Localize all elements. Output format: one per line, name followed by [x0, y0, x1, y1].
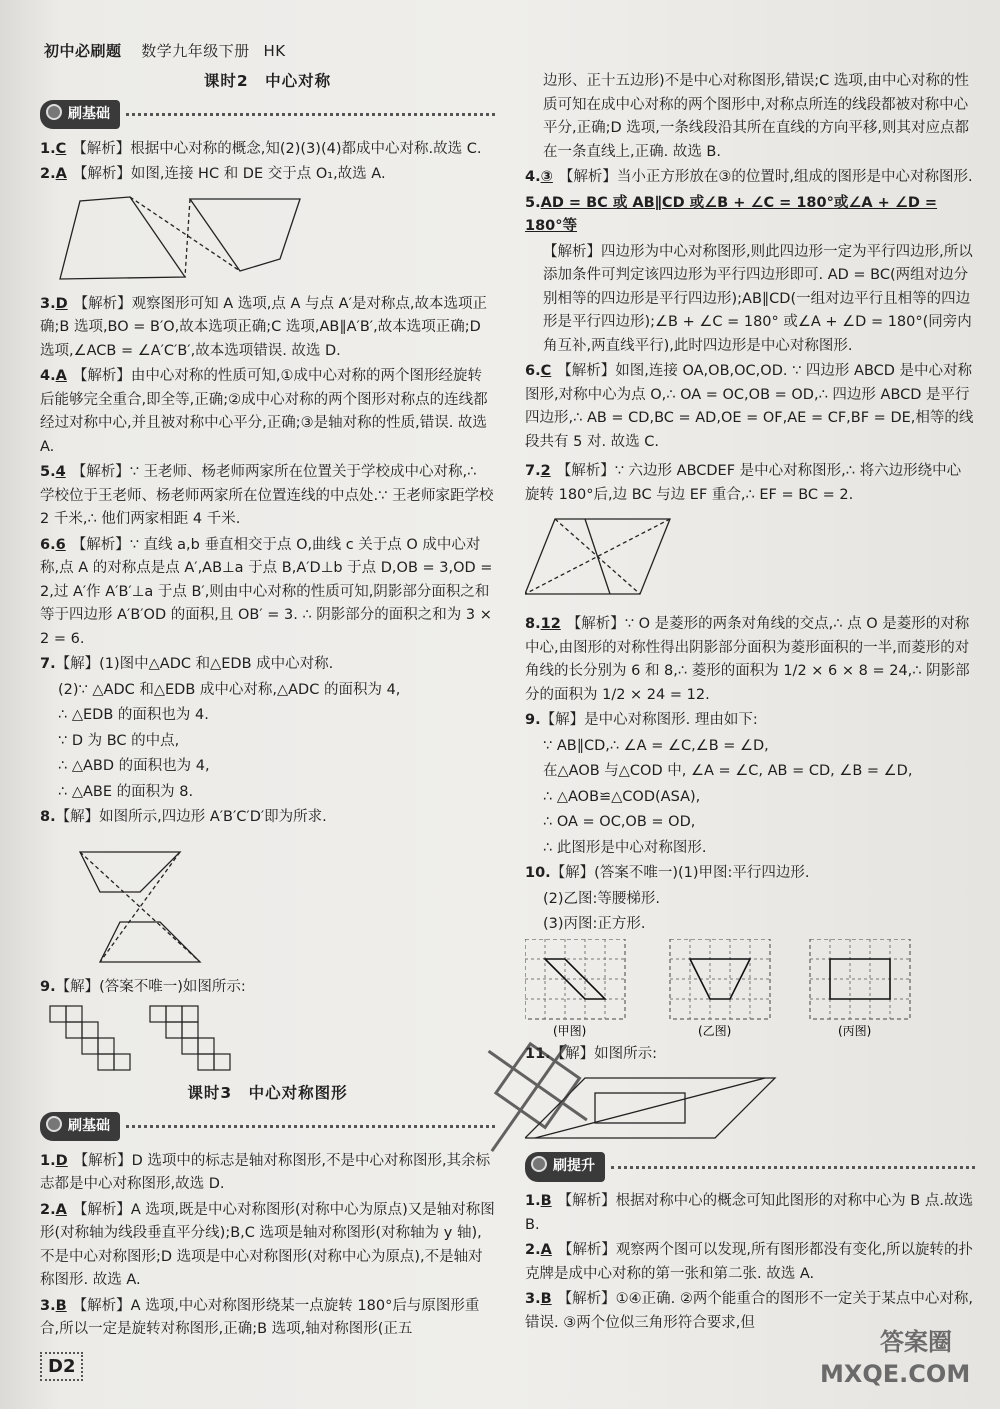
item-answer: D: [55, 1152, 68, 1169]
badge-label: 刷基础: [40, 100, 120, 130]
item-text: (2)乙图:等腰梯形.: [543, 890, 661, 907]
item-answer: D: [55, 295, 68, 312]
badge-label: 刷提升: [525, 1152, 605, 1182]
item-number: 2.: [40, 1201, 56, 1218]
answer-item: [525, 786, 975, 810]
answer-item: [40, 755, 495, 779]
figure-two-quadrilaterals: [40, 189, 340, 289]
grid-label: (甲图): [553, 1023, 587, 1038]
item-text: 【解析】四边形为中心对称图形,则此四边形一定为平行四边形,所以添加条件可判定该四边形为平行四边形即可. AD = BC(两组对边分别相等的四边形是平行四边形);AB∥CD(一组对边平行且相等的四边形是平行四边形);∠B + ∠C = 180° 或∠A + ∠D = 180°(同旁内角互补,两直线平行),此时四边形是中心对称图形.: [543, 243, 973, 354]
answer-item: [525, 166, 975, 190]
item-text: 【解析】根据中心对称的概念,知(2)(3)(4)都成中心对称.故选 C.: [72, 140, 482, 157]
item-text: 【解】(答案不唯一)(1)甲图:平行四边形.: [550, 865, 810, 881]
item-number: 3.: [40, 295, 56, 312]
item-number: 9.: [40, 978, 56, 995]
figure-grid-patterns: [40, 1001, 260, 1076]
item-number: 1.: [40, 1152, 56, 1169]
item-text: ∴ 此图形是中心对称图形.: [543, 839, 707, 856]
watermark-url: MXQE.COM: [820, 1360, 971, 1388]
item-text: ∴ △ABD 的面积也为 4,: [58, 758, 210, 774]
lesson3-answer-list: [40, 1150, 495, 1342]
item-number: 4.: [525, 169, 541, 185]
item-text: 【解】(1)图中△ADC 和△EDB 成中心对称.: [55, 656, 334, 672]
answer-item: [525, 862, 975, 886]
answer-item: [525, 460, 975, 507]
answer-item: [525, 913, 975, 937]
answer-item: [40, 1295, 495, 1342]
item-text: 【解析】A 选项,中心对称图形绕某一点旋转 180°后与原图形重合,所以一定是旋转对称图形,正确;B 选项,轴对称图形(正五: [40, 1297, 480, 1337]
item-answer: A: [55, 166, 67, 182]
item-number: 2.: [525, 1242, 541, 1258]
page-number: D2: [40, 1352, 83, 1381]
item-text: 【解析】由中心对称的性质可知,①成中心对称的两个图形经旋转后能够完全重合,即全等,正确;②成中心对称的两个图形对称点的连线都经过对称中心,并且被对称中心平分,正确;③是轴对称的性质,错误. 故选 A.: [40, 368, 488, 455]
item-number: 1.: [525, 1193, 541, 1209]
item-text: ∵ D 为 BC 的中点,: [58, 732, 180, 749]
item-text: ∴ △EDB 的面积也为 4.: [58, 707, 209, 723]
item-answer: 4: [55, 464, 66, 480]
answer-item: [40, 163, 495, 187]
watermark-cn: 答案圈: [880, 1328, 952, 1356]
item-text: (3)丙图:正方形.: [543, 916, 646, 932]
answer-item: [40, 653, 495, 677]
item-answer: B: [540, 1193, 552, 1209]
item-number: 4.: [40, 368, 56, 384]
answer-item: [525, 360, 975, 454]
item-text: 【解】如图所示:: [550, 1045, 658, 1062]
item-text: 边形、正十五边形)不是中心对称图形,错误;C 选项,由中心对称的性质可知在成中心对称的两个图形中,对称点所连的线段都被对称中心平分,正确;D 选项,一条线段沿其所在直线的方向平移,则其对应点都在一条直线上,正确. 故选 B.: [543, 73, 969, 160]
answer-item: [40, 534, 495, 652]
item-number: 2.: [40, 166, 56, 182]
answer-item: [525, 70, 975, 164]
running-header: [44, 40, 286, 61]
item-text: 【解析】观察两个图可以发现,所有图形都没有变化,所以旋转的扑克牌是成中心对称的第一张和第二张. 故选 A.: [525, 1242, 974, 1282]
item-text: 【解】(答案不唯一)如图所示:: [55, 978, 246, 995]
answer-item: [525, 1239, 975, 1286]
figure-parallelogram-abcd: [525, 509, 685, 609]
grid-label: (丙图): [838, 1023, 872, 1038]
answer-item: [525, 735, 975, 759]
item-text: 【解析】观察图形可知 A 选项,点 A 与点 A′是对称点,故本选项正确;B 选项,BO = B′O,故本选项正确;C 选项,AB∥A′B′,故本选项正确;D 选项,∠ACB = ∠A′C′B′,故本选项错误. 故选 D.: [40, 295, 487, 359]
item-answer: C: [540, 363, 552, 379]
item-answer: A: [55, 1201, 67, 1218]
book-title: 初中必刷题: [44, 42, 122, 60]
item-text: 【解析】∵ 六边形 ABCDEF 是中心对称图形,∴ 将六边形绕中心旋转 180°后,边 BC 与边 EF 重合,∴ EF = BC = 2.: [525, 463, 962, 503]
figure-symmetric-quadrilaterals: [40, 832, 280, 972]
item-answer: ③: [540, 169, 553, 185]
item-number: 6.: [525, 363, 541, 379]
answer-item: [40, 1199, 495, 1293]
item-answer: AD = BC 或 AB∥CD 或∠B + ∠C = 180°或∠A + ∠D = 180°等: [525, 194, 938, 234]
book-edition: HK: [263, 42, 286, 60]
answer-item: [525, 837, 975, 861]
left-column: [40, 70, 495, 1344]
lesson2-badge: [40, 102, 495, 128]
answer-item: [40, 365, 495, 459]
answer-item: [525, 613, 975, 707]
item-text: 【解析】D 选项中的标志是轴对称图形,不是中心对称图形,其余标志都是中心对称图形,故选 D.: [40, 1152, 491, 1192]
item-text: 【解析】①④正确. ②两个能重合的图形不一定关于某点中心对称,错误. ③两个位似三角形符合要求,但: [525, 1291, 973, 1331]
item-text: 【解析】∵ 直线 a,b 垂直相交于点 O,曲线 c 关于点 O 成中心对称,点 A 的对称点是点 A′,AB⊥a 于点 B,A′D⊥b 于点 D,OB = 3,OD = 2,过 A′作 A′B′⊥a 于点 B′,则由中心对称的性质可知,阴影部分面积之和等于四边形 A′B′OD 的面积,且 OB′ = 3. ∴ 阴影部分的面积之和为 3 × 2 = 6.: [40, 536, 493, 647]
answer-item: [525, 888, 975, 912]
item-text: (2)∵ △ADC 和△EDB 成中心对称,△ADC 的面积为 4,: [58, 681, 401, 698]
item-answer: A: [55, 368, 67, 384]
answer-item: [40, 730, 495, 754]
item-text: 在△AOB 与△COD 中, ∠A = ∠C, AB = CD, ∠B = ∠D,: [543, 763, 913, 779]
item-text: 【解析】如图,连接 OA,OB,OC,OD. ∵ 四边形 ABCD 是中心对称图形,对称中心为点 O,∴ OA = OC,OB = OD,∴ 四边形 ABCD 是平行四边形,∴ AB = CD,BC = AD,OE = OF,AE = CF,BF = DE,相等的线段共有 5 对. 故选 C.: [525, 363, 974, 450]
answer-item: [40, 806, 495, 830]
badge-dotted-rule: [611, 1166, 975, 1169]
item-answer: 2: [540, 463, 551, 479]
answer-item: [40, 679, 495, 703]
item-number: 1.: [40, 140, 56, 157]
item-text: 【解析】∵ 王老师、杨老师两家所在位置关于学校成中心对称,∴ 学校位于王老师、杨老师两家所在位置连线的中点处.∵ 王老师家距学校 2 千米,∴ 他们两家相距 4 千米.: [40, 464, 494, 527]
item-text: 【解】如图所示,四边形 A′B′C′D′即为所求.: [55, 809, 327, 825]
answer-item: [525, 1190, 975, 1237]
site-watermark: [820, 1320, 990, 1390]
item-text: ∴ △AOB≌△COD(ASA),: [543, 788, 701, 805]
item-number: 8.: [525, 616, 541, 632]
item-number: 3.: [40, 1297, 56, 1314]
answer-item: [40, 781, 495, 805]
item-text: 【解析】A 选项,既是中心对称图形(对称中心为原点)又是轴对称图形(对称轴为线段垂直平分线);B,C 选项是轴对称图形(对称轴为 y 轴),不是中心对称图形;D 选项是中心对称图形(对称中心为原点),不是轴对称图形. 故选 A.: [40, 1201, 495, 1288]
item-text: 【解析】如图,连接 HC 和 DE 交于点 O₁,故选 A.: [72, 166, 386, 182]
item-answer: 6: [55, 536, 66, 553]
item-answer: C: [55, 140, 67, 157]
answer-item: [40, 461, 495, 532]
item-text: 【解】是中心对称图形. 理由如下:: [540, 712, 758, 728]
answer-item: [525, 811, 975, 835]
lesson3-title: 课时3 中心对称图形: [187, 1084, 348, 1102]
item-answer: B: [540, 1291, 552, 1307]
item-number: 7.: [40, 656, 56, 672]
badge-label: 刷基础: [40, 1112, 120, 1142]
badge-dotted-rule: [126, 113, 495, 116]
stamp-watermark: [440, 1010, 610, 1180]
item-number: 6.: [40, 536, 56, 553]
tisheng-answer-list: [525, 1190, 975, 1335]
lesson2-answer-list: [40, 138, 495, 1077]
item-answer: A: [540, 1242, 552, 1258]
answer-item: [40, 1150, 495, 1197]
item-answer: B: [55, 1297, 67, 1314]
lesson3-badge: [40, 1114, 495, 1140]
item-answer: 12: [540, 616, 561, 632]
item-number: 8.: [40, 809, 56, 825]
item-number: 11.: [525, 1045, 551, 1062]
item-number: 10.: [525, 865, 551, 881]
item-number: 5.: [40, 464, 56, 480]
item-text: ∴ △ABE 的面积为 8.: [58, 783, 194, 800]
right-answer-list: [525, 70, 975, 1148]
answer-item: [40, 976, 495, 1000]
answer-item: [40, 293, 495, 364]
item-text: ∴ OA = OC,OB = OD,: [543, 814, 696, 830]
answer-item: [525, 709, 975, 733]
item-text: ∵ AB∥CD,∴ ∠A = ∠C,∠B = ∠D,: [543, 737, 769, 754]
item-number: 7.: [525, 463, 541, 479]
item-number: 3.: [525, 1291, 541, 1307]
grid-label: (乙图): [698, 1023, 732, 1038]
item-text: 【解析】当小正方形放在③的位置时,组成的图形是中心对称图形.: [558, 169, 973, 185]
lesson2-title: 课时2 中心对称: [203, 72, 332, 90]
item-text: 【解析】根据对称中心的概念可知此图形的对称中心为 B 点.故选 B.: [525, 1193, 973, 1233]
answer-item: [525, 760, 975, 784]
item-number: 9.: [525, 712, 541, 728]
item-number: 5.: [525, 194, 541, 211]
answer-item: [40, 704, 495, 728]
book-subject: 数学九年级下册: [141, 42, 250, 60]
answer-item: [40, 138, 495, 162]
item-text: 【解析】∵ O 是菱形的两条对角线的交点,∴ 点 O 是菱形的对称中心,由图形的对称性得出阴影部分面积为菱形面积的一半,而菱形的对角线的长分别为 6 和 8,∴ 菱形的面积为 1/2 × 6 × 8 = 24,∴ 阴影部分的面积为 1/2 × 24 = 12.: [525, 616, 970, 703]
answer-item: [525, 192, 975, 239]
answer-item: [525, 241, 975, 359]
